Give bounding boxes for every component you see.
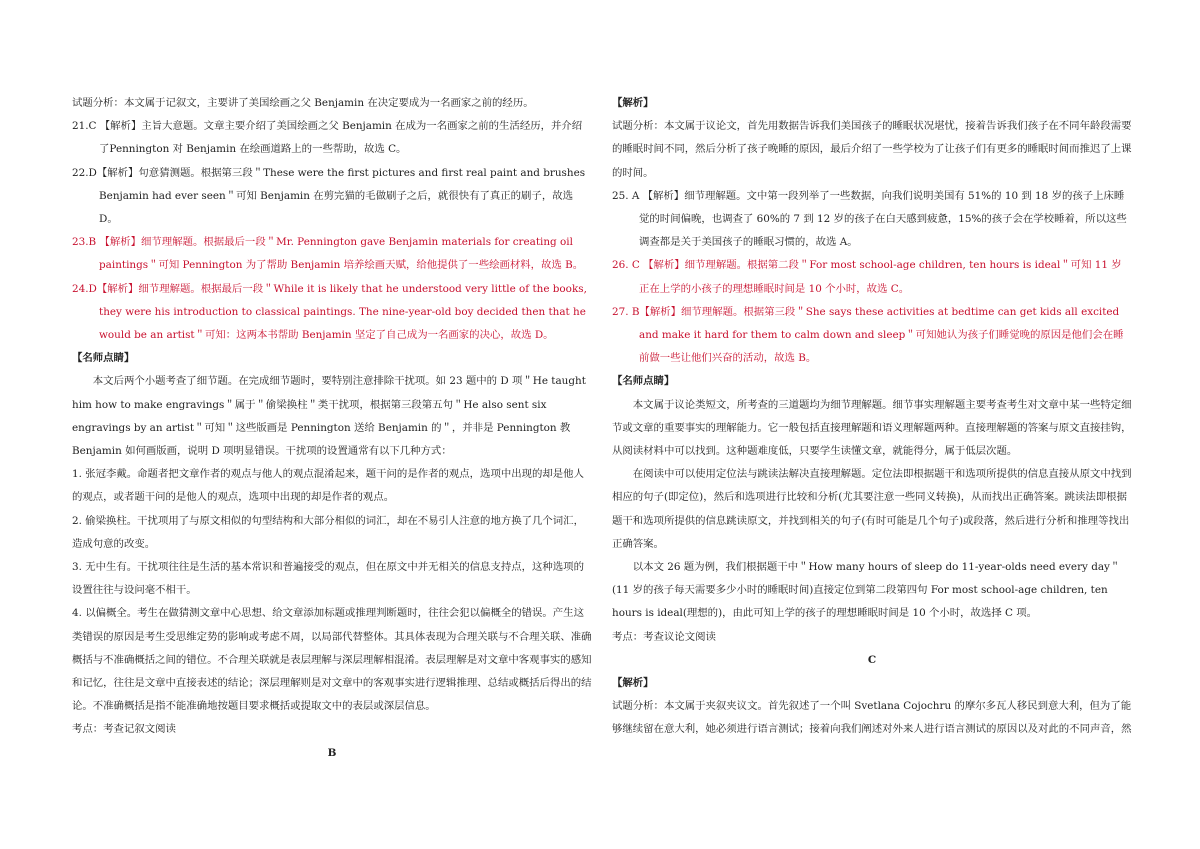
analysis-intro: 试题分析：本文属于记叙文，主要讲了美国绘画之父 Benjamin 在决定要成为一名画家之前的经历。 xyxy=(72,97,534,109)
kaodian-label: 考点：考查记叙文阅读 xyxy=(72,723,176,736)
distractor-point-2: 2. 偷梁换柱。干扰项用了与原文相似的句型结构和大部分相似的词汇，却在不易引人注意的地方换了几个词汇，造成句意的改变。 xyxy=(72,514,584,550)
teacher-paragraph-3: 以本文 26 题为例，我们根据题干中＂How many hours of sleep do 11-year-olds need every day＂(11 岁的孩子每天需要多少小时的睡眠时间)直接定位到第二段第四句 For most school-age children, ten hours is ideal(理想的)，由此可知上学的孩子的理想睡眠时间是 10 个小时，故选择 C 项。 xyxy=(612,561,1121,620)
answer-25: 25. A 【解析】细节理解题。文中第一段列举了一些数据，向我们说明美国有 51%的 10 到 18 岁的孩子上床睡觉的时间偏晚，也调查了 60%的 7 到 12 岁的孩子在白天感到疲惫，15%的孩子会在学校睡着，所以这些调查都是关于美国孩子的睡眠习惯的，故选 A。 xyxy=(612,189,1127,249)
jiexi-heading: 【解析】 xyxy=(612,97,654,109)
answer-26: 26. C 【解析】细节理解题。根据第二段＂For most school-age children, ten hours is ideal＂可知 11 岁正在上学的小孩子的理想睡眠时间是 10 个小时，故选 C。 xyxy=(612,259,1122,295)
section-c-heading: C xyxy=(867,653,877,666)
right-column xyxy=(612,92,1132,742)
teacher-heading: 【名师点睛】 xyxy=(72,352,135,365)
distractor-point-3: 3. 无中生有。干扰项往往是生活的基本常识和普遍接受的观点，但在原文中并无相关的信息支持点，这种选项的设置往往与设问毫不相干。 xyxy=(72,561,584,597)
distractor-point-1: 1. 张冠李戴。命题者把文章作者的观点与他人的观点混淆起来，题干问的是作者的观点，选项中出现的却是他人的观点，或者题干问的是他人的观点，选项中出现的却是作者的观点。 xyxy=(72,468,584,504)
answer-23: 23.B 【解析】细节理解题。根据最后一段＂Mr. Pennington gave Benjamin materials for creating oil paintings＂可知 Pennington 为了帮助 Benjamin 培养绘画天赋，给他提供了一些绘画材料，故选 B。 xyxy=(72,236,584,272)
section-b-heading: B xyxy=(327,746,337,759)
analysis-paragraph-2: 试题分析：本文属于夹叙夹议文。首先叙述了一个叫 Svetlana Cojochru 的摩尔多瓦人移民到意大利，但为了能够继续留在意大利，她必须进行语言测试；接着向我们阐述对外来人进行语言测试的原因以及对此的不同声音，然 xyxy=(612,700,1132,736)
distractor-point-4: 4. 以偏概全。考生在做猜测文章中心思想、给文章添加标题或推理判断题时，往往会犯以偏概全的错误。产生这类错误的原因是考生受思维定势的影响或考虑不周，以局部代替整体。其具体表现为合理关联与不合理关联、准确概括与不准确概括之间的错位。不合理关联就是表层理解与深层理解相混淆。表层理解是对文章中客观事实的感知和记忆，往往是文章中直接表述的结论；深层理解则是对文章中的客观事实进行逻辑推理、总结或概括后得出的结论。不准确概括是指不能准确地按题目要求概括或提取文中的表层或深层信息。 xyxy=(72,607,592,713)
answer-22: 22.D【解析】句意猜测题。根据第三段＂These were the first pictures and first real paint and brushes Benjamin had ever seen＂可知 Benjamin 在剪完猫的毛做刷子之后，就很快有了真正的刷子，故选 D。 xyxy=(72,166,586,226)
jiexi-heading-2: 【解析】 xyxy=(612,677,654,690)
answer-21: 21.C 【解析】主旨大意题。文章主要介绍了美国绘画之父 Benjamin 在成为一名画家之前的生活经历，并介绍了Pennington 对 Benjamin 在绘画道路上的一些帮助，故选 C。 xyxy=(72,120,583,156)
teacher-paragraph-2: 在阅读中可以使用定位法与跳读法解决直接理解题。定位法即根据题干和选项所提供的信息直接从原文中找到相应的句子(即定位)，然后和选项进行比较和分析(尤其要注意一些同义转换)，从而找出正确答案。跳读法即根据题干和选项所提供的信息跳读原文，并找到相关的句子(有时可能是几个句子)或段落，然后进行分析和推理等找出正确答案。 xyxy=(612,468,1132,550)
answer-27: 27. B【解析】细节理解题。根据第三段＂She says these activities at bedtime can get kids all excited and make it hard for them to calm down and sleep＂可知她认为孩子们睡觉晚的原因是他们会在睡前做一些让他们兴奋的活动，故选 B。 xyxy=(612,305,1124,365)
teacher-paragraph-1: 本文属于议论类短文，所考查的三道题均为细节理解题。细节事实理解题主要考查考生对文章中某一些特定细节或文章的重要事实的理解能力。它一般包括直接理解题和语义理解题两种。直接理解题的答案与原文直接挂钩，从阅读材料中可以找到。这种题难度低，只要学生读懂文章，就能得分，属于低层次题。 xyxy=(612,398,1132,458)
teacher-paragraph: 本文后两个小题考查了细节题。在完成细节题时，要特别注意排除干扰项。如 23 题中的 D 项＂He taught him how to make engravings＂属于＂偷梁换柱＂类干扰项，根据第三段第五句＂He also sent six engravings by an artist＂可知＂这些版画是 Pennington 送给 Benjamin 的＂，并非是 Pennington 教 Benjamin 如何画版画，说明 D 项明显错误。干扰项的设置通常有以下几种方式： xyxy=(72,375,586,458)
teacher-heading-right: 【名师点睛】 xyxy=(612,375,675,388)
left-column xyxy=(72,92,592,765)
kaodian-label-right: 考点：考查议论文阅读 xyxy=(612,630,716,643)
analysis-paragraph: 试题分析：本文属于议论文，首先用数据告诉我们美国孩子的睡眠状况堪忧，接着告诉我们孩子在不同年龄段需要的睡眠时间不同，然后分析了孩子晚睡的原因，最后介绍了一些学校为了让孩子们有更多的睡眠时间而推迟了上课的时间。 xyxy=(612,120,1132,179)
answer-24: 24.D【解析】细节理解题。根据最后一段＂While it is likely that he understood very little of the books, they were his introduction to classical paintings. The nine-year-old boy decided then that he would be an artist＂可知：这两本书帮助 Benjamin 坚定了自己成为一名画家的决心，故选 D。 xyxy=(72,282,587,342)
